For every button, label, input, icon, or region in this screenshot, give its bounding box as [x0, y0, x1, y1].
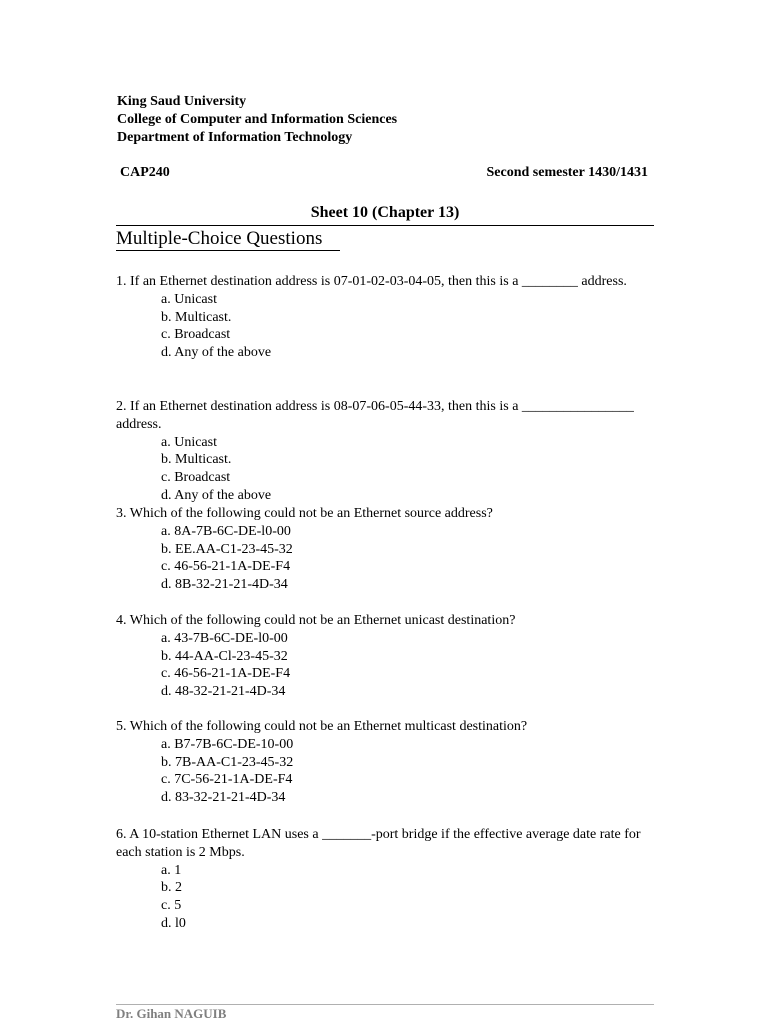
option-c: c. 46-56-21-1A-DE-F4 — [161, 559, 291, 575]
question-text: 1. If an Ethernet destination address is 07-01-02-03-04-05, then this is a ________ address. — [116, 274, 627, 289]
question-5 — [116, 718, 656, 807]
section-heading: Multiple-Choice Questions — [116, 228, 323, 249]
question-6 — [116, 826, 656, 933]
option-c: c. 46-56-21-1A-DE-F4 — [161, 666, 291, 682]
department-name: Department of Information Technology — [117, 130, 353, 145]
college-name: College of Computer and Information Sciences — [117, 112, 398, 127]
option-a: a. 1 — [161, 862, 182, 878]
question-text: 5. Which of the following could not be an Ethernet multicast destination? — [116, 719, 528, 734]
question-text: 6. A 10-station Ethernet LAN uses a _______-port bridge if the effective average date rate for each station is 2 Mbps. — [116, 827, 641, 860]
option-b: b. 7B-AA-C1-23-45-32 — [161, 754, 294, 770]
question-text: 3. Which of the following could not be an Ethernet source address? — [116, 506, 493, 521]
sheet-title: Sheet 10 (Chapter 13) — [310, 204, 460, 221]
university-name: King Saud University — [117, 94, 247, 109]
question-1 — [116, 273, 656, 362]
option-c: c. Broadcast — [161, 470, 231, 486]
option-d: d. Any of the above — [161, 487, 272, 503]
question-4 — [116, 612, 656, 701]
question-text: 2. If an Ethernet destination address is 08-07-06-05-44-33, then this is a ________________ address. — [116, 399, 634, 432]
section-heading-underline — [116, 250, 340, 251]
question-text: 4. Which of the following could not be an Ethernet unicast destination? — [116, 613, 516, 628]
option-d: d. 83-32-21-21-4D-34 — [161, 790, 286, 806]
option-a: a. 43-7B-6C-DE-l0-00 — [161, 630, 288, 646]
question-3 — [116, 505, 656, 594]
option-a: a. Unicast — [161, 434, 217, 450]
option-b: b. EE.AA-C1-23-45-32 — [161, 541, 293, 557]
footer-divider — [116, 1004, 654, 1005]
option-d: d. l0 — [161, 915, 186, 931]
option-a: a. 8A-7B-6C-DE-l0-00 — [161, 523, 291, 539]
option-a: a. Unicast — [161, 291, 217, 307]
footer-author: Dr. Gihan NAGUIB — [116, 1006, 227, 1021]
question-2 — [116, 398, 656, 505]
option-b: b. 44-AA-Cl-23-45-32 — [161, 648, 288, 664]
title-divider — [116, 225, 654, 226]
option-b: b. Multicast. — [161, 452, 232, 468]
option-c: c. Broadcast — [161, 327, 231, 343]
option-d: d. Any of the above — [161, 345, 272, 361]
option-d: d. 8B-32-21-21-4D-34 — [161, 577, 288, 593]
option-a: a. B7-7B-6C-DE-10-00 — [161, 736, 294, 752]
option-b: b. Multicast. — [161, 309, 232, 325]
option-d: d. 48-32-21-21-4D-34 — [161, 684, 286, 700]
option-b: b. 2 — [161, 880, 182, 896]
semester-label: Second semester 1430/1431 — [486, 165, 648, 180]
option-c: c. 7C-56-21-1A-DE-F4 — [161, 772, 293, 788]
institution-header — [117, 93, 397, 147]
course-code: CAP240 — [120, 165, 170, 180]
option-c: c. 5 — [161, 898, 182, 914]
